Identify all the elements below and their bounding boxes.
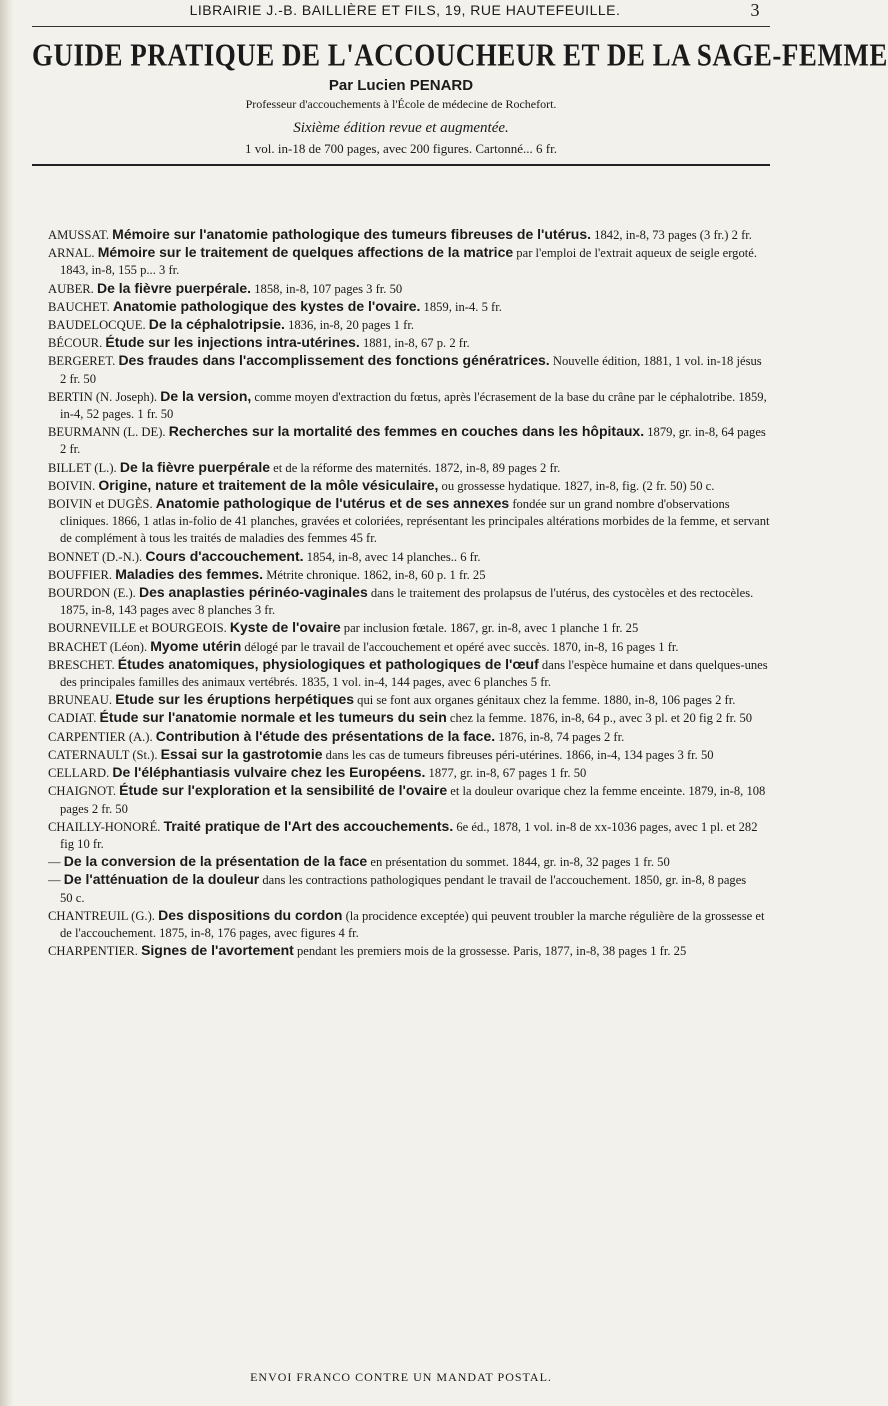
entry-title: Kyste de l'ovaire [229, 619, 341, 636]
entry-price: 2 fr. [540, 460, 561, 475]
entry-details: ou grossesse hydatique. 1827, in-8, fig. (2 fr. 50) [438, 478, 687, 493]
catalog-entry [48, 477, 770, 495]
feature-rule [32, 164, 770, 166]
catalog-entry [48, 280, 770, 298]
entry-price: 4 fr. [338, 925, 359, 940]
entry-title: De la céphalotripsie. [148, 316, 285, 333]
entry-details: dans les cas de tumeurs fibreuses péri-utérines. 1866, in-4, 134 pages [322, 747, 675, 762]
entry-author: BOURNEVILLE et BOURGEOIS. [48, 621, 227, 636]
entry-author: BEURMANN (L. DE). [48, 425, 166, 440]
entry-details: 1858, in-8, 107 pages [251, 281, 364, 296]
entry-price: 5 fr. [481, 299, 502, 314]
entry-title: Mémoire sur le traitement de quelques affections de la matrice [97, 244, 514, 261]
entry-details: Nouvelle édition, 1881, 1 vol. in-18 jésus [549, 354, 762, 369]
entry-author: CHANTREUIL (G.). [48, 908, 155, 923]
catalog-entry [48, 709, 770, 727]
entry-details: 1854, in-8, avec 14 planches.. [303, 549, 458, 564]
catalog-entry [48, 871, 770, 906]
entry-price: 2 fr. [715, 693, 736, 708]
entry-details: dans l'espèce humaine et dans quelques-unes des principales familles des animaux vertébrés. 1835, 1 vol. in-4, 144 pages, avec 6 planches [60, 657, 768, 690]
entry-title: Études anatomiques, physiologiques et pathologiques de l'œuf [117, 655, 539, 672]
entry-price: 2 fr. 50 [716, 711, 753, 726]
catalog-entry [48, 584, 770, 619]
entry-author: CATERNAULT (St.). [48, 747, 158, 762]
entry-details: 1836, in-8, 20 pages [284, 318, 391, 333]
entry-author: BOUFFIER. [48, 567, 113, 582]
catalog-entry [48, 656, 770, 691]
catalog-entry [48, 746, 770, 764]
entry-details: fondée sur un grand nombre d'observations cliniques. 1866, 1 atlas in-folio de 41 planches, gravées et coloriées, représentant les principales altérations morbides de la femme, et servant de complément à tous les traités de maladies des femmes [60, 497, 770, 546]
catalog-entry [48, 495, 770, 548]
entry-author: BERGERET. [48, 354, 116, 369]
entry-details: (la procidence exceptée) qui peuvent troubler la marche régulière de la grossesse et de l'accouchement. 1875, in-8, 176 pages, avec figures [60, 908, 765, 940]
entry-price: 50 c. [689, 478, 715, 493]
entry-details: 1877, gr. in-8, 67 pages [425, 766, 548, 781]
entry-title: De la conversion de la présentation de la face [63, 853, 368, 870]
entry-details: qui se font aux organes génitaux chez la femme. 1880, in-8, 106 pages [354, 693, 712, 708]
featured-author-role: Professeur d'accouchements à l'École de médecine de Rochefort. [245, 97, 557, 111]
entry-title: Myome utérin [150, 637, 242, 654]
entry-title: Origine, nature et traitement de la môle vésiculaire, [98, 476, 439, 493]
entry-price: 3 fr. 50 [366, 281, 403, 296]
entry-price: 2 fr. 50 [60, 371, 97, 386]
catalog-entry [48, 907, 770, 942]
entry-details: par inclusion fœtale. 1867, gr. in-8, avec 1 planche [340, 621, 600, 636]
entry-author: BOIVIN et DUGÈS. [48, 497, 153, 512]
entry-author: BAUDELOCQUE. [48, 318, 146, 333]
catalog-entry [48, 942, 770, 960]
entry-author: ARNAL. [48, 246, 95, 261]
entry-author: AUBER. [48, 281, 94, 296]
featured-author: Par Lucien PENARD [328, 77, 474, 94]
entry-title: Essai sur la gastrotomie [160, 745, 323, 762]
entry-author: BILLET (L.). [48, 460, 117, 475]
catalog-entry [48, 619, 770, 637]
entry-title: De la version, [160, 387, 252, 404]
entry-author: CHARPENTIER. [48, 944, 138, 959]
entry-details: Métrite chronique. 1862, in-8, 60 p. [263, 567, 447, 582]
entry-price: 2 fr. [731, 228, 752, 242]
entry-title: De la fièvre puerpérale. [97, 279, 252, 296]
entry-title: Anatomie pathologique de l'utérus et de ses annexes [155, 495, 510, 512]
featured-book [32, 32, 888, 166]
entry-title: Des fraudes dans l'accomplissement des fonctions génératrices. [118, 352, 550, 369]
entry-author: BOURDON (E.). [48, 586, 136, 601]
entry-details: chez la femme. 1876, in-8, 64 p., avec 3 pl. et 20 fig [446, 711, 713, 726]
entry-details: comme moyen d'extraction du fœtus, après l'écrasement de la base du crâne par le céphalotribe. 1859, in-4, 52 pages. [60, 389, 767, 422]
entry-details: 1881, in-8, 67 p. [359, 336, 447, 351]
entry-price: 3 fr. [254, 603, 276, 618]
catalog-entry [48, 691, 770, 709]
entry-details: dans le traitement des prolapsus de l'utérus, des cystocèles et des rectocèles. 1875, in-8, 143 pages avec 8 planches [60, 586, 754, 618]
entry-price: 2 fr. [603, 729, 625, 744]
entry-price: 1 fr. 50 [550, 766, 587, 781]
entry-price: 1 fr. 25 [449, 567, 486, 582]
entry-details: par l'emploi de l'extrait aqueux de seigle ergoté. 1843, in-8, 155 p... [60, 246, 758, 278]
entry-author: CHAIGNOT. [48, 784, 116, 799]
entry-price: 1 fr. [393, 318, 415, 333]
catalog-entry [48, 423, 770, 458]
entry-price: 1 fr. 25 [650, 944, 687, 959]
entry-author: BAUCHET. [48, 299, 110, 314]
entry-details: 1876, in-8, 74 pages [495, 729, 601, 744]
catalog-entries [48, 226, 770, 960]
catalog-entry [48, 298, 770, 316]
catalog-entry [48, 818, 770, 853]
catalog-entry [48, 334, 770, 352]
publisher-header: LIBRAIRIE J.-B. BAILLIÈRE ET FILS, 19, RUE HAUTEFEUILLE. [189, 2, 621, 18]
entry-author: BOIVIN. [48, 478, 96, 493]
entry-author: — [48, 855, 61, 870]
entry-title: Étude sur l'anatomie normale et les tumeurs du sein [99, 709, 447, 726]
entry-title: De l'atténuation de la douleur [63, 871, 260, 888]
entry-title: Étude sur les injections intra-utérines. [105, 334, 360, 351]
entry-details: 1879, gr. in-8, 64 pages [644, 425, 766, 440]
page-number: 3 [750, 0, 760, 20]
featured-title: GUIDE PRATIQUE DE L'ACCOUCHEUR ET DE LA SAGE-FEMME [32, 37, 888, 73]
entry-author: BERTIN (N. Joseph). [48, 389, 158, 404]
entry-details: délogé par le travail de l'accouchement et opéré avec succès. 1870, in-8, 16 pages [241, 639, 656, 654]
entry-author: CHAILLY-HONORÉ. [48, 819, 161, 834]
catalog-entry [48, 764, 770, 782]
entry-price: 50 c. [60, 890, 85, 905]
entry-details: 1842, in-8, 73 pages (3 fr.) [591, 228, 729, 242]
entry-price: 3 fr. [159, 263, 180, 278]
entry-title: Cours d'accouchement. [145, 547, 304, 564]
entry-details: et la douleur ovarique chez la femme enceinte. 1879, in-8, 108 pages [60, 784, 766, 816]
catalog-entry [48, 638, 770, 656]
entry-title: Recherches sur la mortalité des femmes en couches dans les hôpitaux. [168, 423, 645, 440]
featured-description: 1 vol. in-18 de 700 pages, avec 200 figures. Cartonné... 6 fr. [245, 141, 557, 156]
entry-author: BRESCHET. [48, 657, 115, 672]
entry-author: BÉCOUR. [48, 336, 103, 351]
catalog-entry [48, 548, 770, 566]
entry-price: 45 fr. [350, 531, 377, 546]
running-head [40, 0, 770, 22]
catalog-entry [48, 459, 770, 477]
entry-author: AMUSSAT. [48, 228, 109, 242]
entry-details: 1859, in-4. [420, 299, 479, 314]
entry-title: Etude sur les éruptions herpétiques [115, 691, 355, 708]
entry-price: 3 fr. 50 [677, 747, 714, 762]
entry-title: De l'éléphantiasis vulvaire chez les Européens. [112, 764, 426, 781]
featured-edition: Sixième édition revue et augmentée. [293, 120, 509, 136]
entry-title: Signes de l'avortement [141, 942, 294, 959]
entry-details: pendant les premiers mois de la grossesse. Paris, 1877, in-8, 38 pages [293, 944, 648, 959]
book-spine-shadow [0, 0, 14, 1406]
entry-author: — [48, 873, 61, 888]
entry-details: dans les contractions pathologiques pendant le travail de l'accouchement. 1850, gr. in-8, 8 pages [259, 873, 747, 888]
entry-author: CADIAT. [48, 711, 97, 726]
catalog-entry [48, 853, 770, 871]
entry-author: CARPENTIER (A.). [48, 729, 153, 744]
entry-price: 1 fr. 50 [137, 407, 174, 422]
entry-price: 6 fr. [460, 549, 481, 564]
catalog-entry [48, 316, 770, 334]
catalog-entry [48, 388, 770, 423]
entry-author: BONNET (D.-N.). [48, 549, 143, 564]
entry-author: BRUNEAU. [48, 693, 113, 708]
entry-details: en présentation du sommet. 1844, gr. in-8, 32 pages [367, 855, 631, 870]
entry-title: Traité pratique de l'Art des accouchements. [163, 817, 454, 834]
catalog-entry [48, 566, 770, 584]
entry-author: CELLARD. [48, 766, 110, 781]
entry-price: 2 fr. [60, 442, 81, 457]
entry-title: Mémoire sur l'anatomie pathologique des tumeurs fibreuses de l'utérus. [112, 226, 592, 242]
entry-price: 1 fr. [658, 639, 679, 654]
entry-details: et de la réforme des maternités. 1872, in-8, 89 pages [270, 460, 537, 475]
entry-author: BRACHET (Léon). [48, 639, 148, 654]
entry-title: Anatomie pathologique des kystes de l'ovaire. [112, 297, 421, 314]
entry-title: Maladies des femmes. [115, 565, 264, 582]
entry-title: Des dispositions du cordon [158, 906, 343, 923]
header-rule [32, 26, 770, 27]
catalog-entry [48, 782, 770, 817]
entry-price: 1 fr. 25 [602, 621, 639, 636]
catalog-entry [48, 244, 770, 279]
entry-price: 5 fr. [530, 675, 552, 690]
footer-notice: ENVOI FRANCO CONTRE UN MANDAT POSTAL. [250, 1370, 552, 1384]
entry-price: 10 fr. [77, 836, 104, 851]
entry-price: 1 fr. 50 [633, 855, 670, 870]
catalog-entry [48, 352, 770, 387]
entry-price: 2 fr. [449, 336, 470, 351]
entry-title: Contribution à l'étude des présentations de la face. [155, 727, 496, 744]
entry-details: 6e éd., 1878, 1 vol. in-8 de xx-1036 pages, avec 1 pl. et 282 fig [60, 819, 758, 851]
entry-title: De la fièvre puerpérale [119, 458, 271, 475]
catalog-entry [48, 226, 770, 244]
entry-title: Des anaplasties périnéo-vaginales [138, 584, 368, 601]
entry-title: Étude sur l'exploration et la sensibilité de l'ovaire [119, 782, 448, 799]
entry-price: 2 fr. 50 [91, 801, 128, 816]
catalog-entry [48, 728, 770, 746]
